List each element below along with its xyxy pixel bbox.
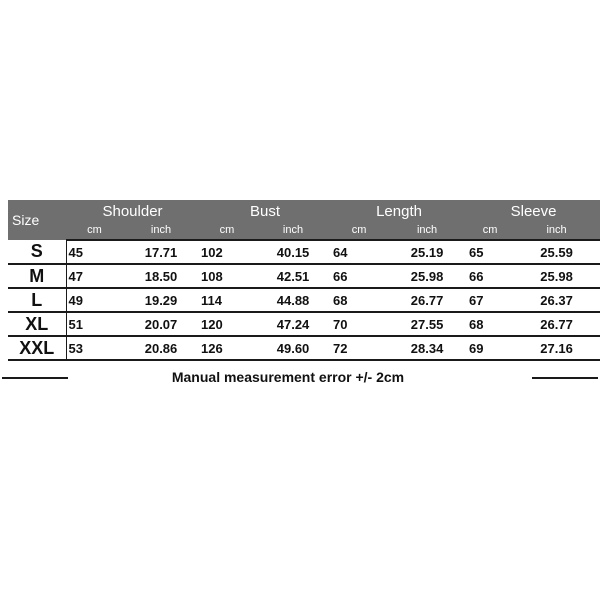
size-cell: M — [8, 264, 66, 288]
unit-header-cm: cm — [66, 222, 123, 240]
table-row — [8, 240, 600, 264]
table-cell: 17.71 — [123, 240, 199, 264]
table-cell: 102 — [199, 240, 255, 264]
table-cell: 72 — [331, 336, 387, 360]
table-row — [8, 312, 600, 336]
table-cell: 25.19 — [387, 240, 467, 264]
table-cell: 47 — [66, 264, 123, 288]
table-cell: 26.77 — [387, 288, 467, 312]
unit-header-inch: inch — [513, 222, 600, 240]
table-cell: 25.59 — [513, 240, 600, 264]
size-table — [8, 200, 600, 361]
sleeve-header: Sleeve — [467, 200, 600, 222]
unit-header-cm: cm — [199, 222, 255, 240]
unit-header-inch: inch — [123, 222, 199, 240]
table-cell: 69 — [467, 336, 513, 360]
table-header-row — [8, 200, 600, 222]
table-cell: 126 — [199, 336, 255, 360]
table-cell: 25.98 — [513, 264, 600, 288]
table-cell: 20.07 — [123, 312, 199, 336]
table-cell: 65 — [467, 240, 513, 264]
table-cell: 26.77 — [513, 312, 600, 336]
table-cell: 26.37 — [513, 288, 600, 312]
table-cell: 28.34 — [387, 336, 467, 360]
table-cell: 49.60 — [255, 336, 331, 360]
length-header: Length — [331, 200, 467, 222]
size-cell: S — [8, 240, 66, 264]
table-cell: 67 — [467, 288, 513, 312]
unit-header-inch: inch — [255, 222, 331, 240]
bust-header: Bust — [199, 200, 331, 222]
table-cell: 42.51 — [255, 264, 331, 288]
size-chart — [8, 200, 600, 361]
table-cell: 40.15 — [255, 240, 331, 264]
size-cell: XXL — [8, 336, 66, 360]
table-cell: 70 — [331, 312, 387, 336]
table-cell: 20.86 — [123, 336, 199, 360]
measurement-note — [0, 367, 600, 389]
table-cell: 49 — [66, 288, 123, 312]
table-cell: 44.88 — [255, 288, 331, 312]
table-cell: 68 — [331, 288, 387, 312]
table-cell: 120 — [199, 312, 255, 336]
measurement-note-text: Manual measurement error +/- 2cm — [171, 369, 405, 385]
table-cell: 27.16 — [513, 336, 600, 360]
table-row — [8, 288, 600, 312]
table-cell: 27.55 — [387, 312, 467, 336]
shoulder-header: Shoulder — [66, 200, 199, 222]
table-cell: 53 — [66, 336, 123, 360]
size-column-header: Size — [8, 200, 66, 240]
table-cell: 51 — [66, 312, 123, 336]
unit-header-cm: cm — [467, 222, 513, 240]
table-cell: 47.24 — [255, 312, 331, 336]
table-row — [8, 336, 600, 360]
table-cell: 68 — [467, 312, 513, 336]
table-cell: 66 — [467, 264, 513, 288]
table-row — [8, 264, 600, 288]
table-cell: 64 — [331, 240, 387, 264]
table-cell: 45 — [66, 240, 123, 264]
unit-header-cm: cm — [331, 222, 387, 240]
table-cell: 66 — [331, 264, 387, 288]
size-cell: L — [8, 288, 66, 312]
table-cell: 18.50 — [123, 264, 199, 288]
left-divider — [2, 377, 68, 379]
table-cell: 19.29 — [123, 288, 199, 312]
unit-header-inch: inch — [387, 222, 467, 240]
table-unit-row — [8, 222, 600, 240]
table-cell: 25.98 — [387, 264, 467, 288]
size-cell: XL — [8, 312, 66, 336]
right-divider — [532, 377, 598, 379]
table-cell: 114 — [199, 288, 255, 312]
table-cell: 108 — [199, 264, 255, 288]
